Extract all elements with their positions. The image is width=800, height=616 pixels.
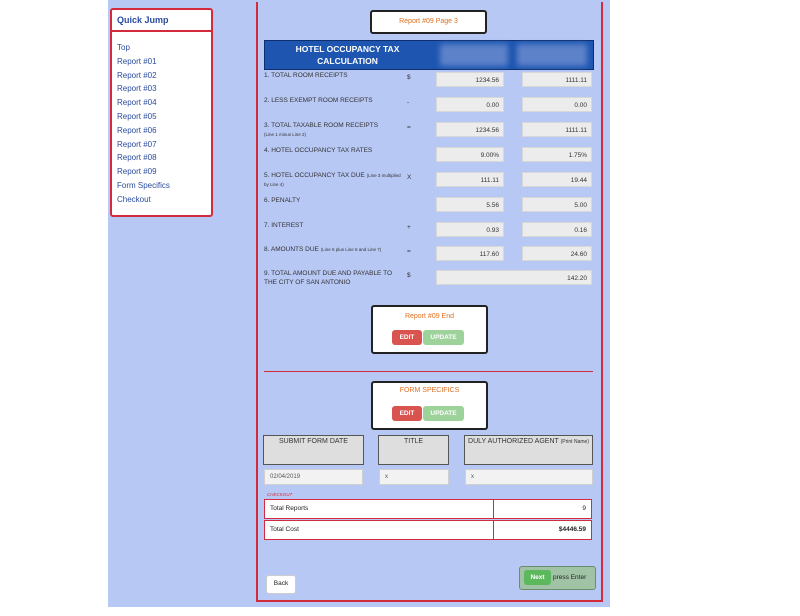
row-operator: $ [407,272,411,279]
row-operator: $ [407,74,411,81]
row-operator: = [407,248,411,255]
row-value-col1[interactable]: 111.11 [436,172,504,187]
title-header: TITLE [378,435,449,465]
row-value-col2[interactable]: 1111.11 [522,122,592,137]
report-page-label: Report #09 Page 3 [370,10,487,34]
form-specifics-title: FORM SPECIFICS [399,387,460,394]
redacted-column-header [440,44,508,66]
row-operator: = [407,124,411,131]
checkout-label: CHECKOUT [267,492,293,497]
quick-jump-link-report-06[interactable]: Report #06 [117,125,157,135]
total-reports-value: 9 [493,499,592,519]
row-value-col1[interactable]: 5.56 [436,197,504,212]
quick-jump-link-report-02[interactable]: Report #02 [117,70,157,80]
quick-jump-title: Quick Jump [112,10,211,32]
total-reports-label: Total Reports [264,499,494,519]
row-value-col1[interactable]: 117.60 [436,246,504,261]
quick-jump-link-form-specifics[interactable]: Form Specifics [117,180,170,190]
submit-date-field[interactable]: 02/04/2019 [264,469,363,485]
press-enter-hint: press Enter [553,574,587,581]
total-due-label: 9. TOTAL AMOUNT DUE AND PAYABLE TO THE CITY OF SAN ANTONIO [264,270,392,286]
quick-jump-link-top[interactable]: Top [117,43,130,52]
row-label: 2. LESS EXEMPT ROOM RECEIPTS [264,97,373,104]
quick-jump-link-report-07[interactable]: Report #07 [117,139,157,149]
agent-name-field[interactable]: x [465,469,593,485]
quick-jump-link-report-01[interactable]: Report #01 [117,56,157,66]
row-label: 6. PENALTY [264,197,301,204]
quick-jump-link-report-05[interactable]: Report #05 [117,111,157,121]
total-cost-value: $4446.59 [493,520,592,540]
quick-jump-link-report-03[interactable]: Report #03 [117,84,157,94]
row-value-col2[interactable]: 19.44 [522,172,592,187]
row-value-col1[interactable]: 1234.56 [436,122,504,137]
row-label: 5. HOTEL OCCUPANCY TAX DUE (Line 3 multiplied by Line 4) [264,172,401,187]
back-button[interactable]: Back [266,575,296,594]
form-specifics-update-button[interactable]: UPDATE [423,406,464,421]
quick-jump-link-checkout[interactable]: Checkout [117,194,151,204]
row-value-col1[interactable]: 0.93 [436,222,504,237]
tax-calculation-title: HOTEL OCCUPANCY TAX CALCULATION [295,44,400,66]
row-value-col2[interactable]: 1111.11 [522,72,592,87]
row-note: (Line 5 plus Line 6 and Line 7) [320,247,382,252]
row-label: 7. INTEREST [264,222,304,229]
row-label: 1. TOTAL ROOM RECEIPTS [264,72,348,79]
row-value-col1[interactable]: 1234.56 [436,72,504,87]
quick-jump-link-report-04[interactable]: Report #04 [117,98,157,108]
redacted-column-header [517,44,587,66]
total-due-value[interactable]: 142.20 [436,270,592,285]
quick-jump-link-report-08[interactable]: Report #08 [117,153,157,163]
row-label: 3. TOTAL TAXABLE ROOM RECEIPTS (Line 1 minus Line 2) [264,122,379,137]
next-button-group [519,566,596,590]
report-update-button[interactable]: UPDATE [423,330,464,345]
row-operator: - [407,99,410,106]
row-value-col2[interactable]: 0.16 [522,222,592,237]
tax-calculation-header [264,40,594,70]
row-label: 4. HOTEL OCCUPANCY TAX RATES [264,147,373,154]
row-label: 8. AMOUNTS DUE (Line 5 plus Line 6 and Line 7) [264,246,382,253]
quick-jump-list [112,32,211,207]
section-divider [264,371,593,372]
row-value-col1[interactable]: 9.00% [436,147,504,162]
quick-jump-link-report-09[interactable]: Report #09 [117,167,157,177]
row-value-col2[interactable]: 5.00 [522,197,592,212]
row-note: (Line 1 minus Line 2) [264,131,307,137]
form-specifics-edit-button[interactable]: EDIT [392,406,422,421]
agent-header-label: DULY AUTHORIZED AGENT [468,438,559,445]
row-operator: X [407,174,412,181]
row-value-col1[interactable]: 0.00 [436,97,504,112]
report-edit-button[interactable]: EDIT [392,330,422,345]
quick-jump-panel [110,8,213,217]
row-value-col2[interactable]: 24.60 [522,246,592,261]
title-field[interactable]: x [379,469,449,485]
row-operator: + [407,224,411,231]
total-cost-label: Total Cost [264,520,494,540]
row-value-col2[interactable]: 0.00 [522,97,592,112]
agent-header [464,435,593,465]
row-note: (Line 3 multiplied by Line 4) [264,173,401,187]
report-end-label: Report #09 End [404,313,455,320]
next-button[interactable]: Next [524,570,551,585]
row-value-col2[interactable]: 1.75% [522,147,592,162]
agent-header-note: (Print Name) [560,439,589,445]
submit-date-header: SUBMIT FORM DATE [263,435,364,465]
